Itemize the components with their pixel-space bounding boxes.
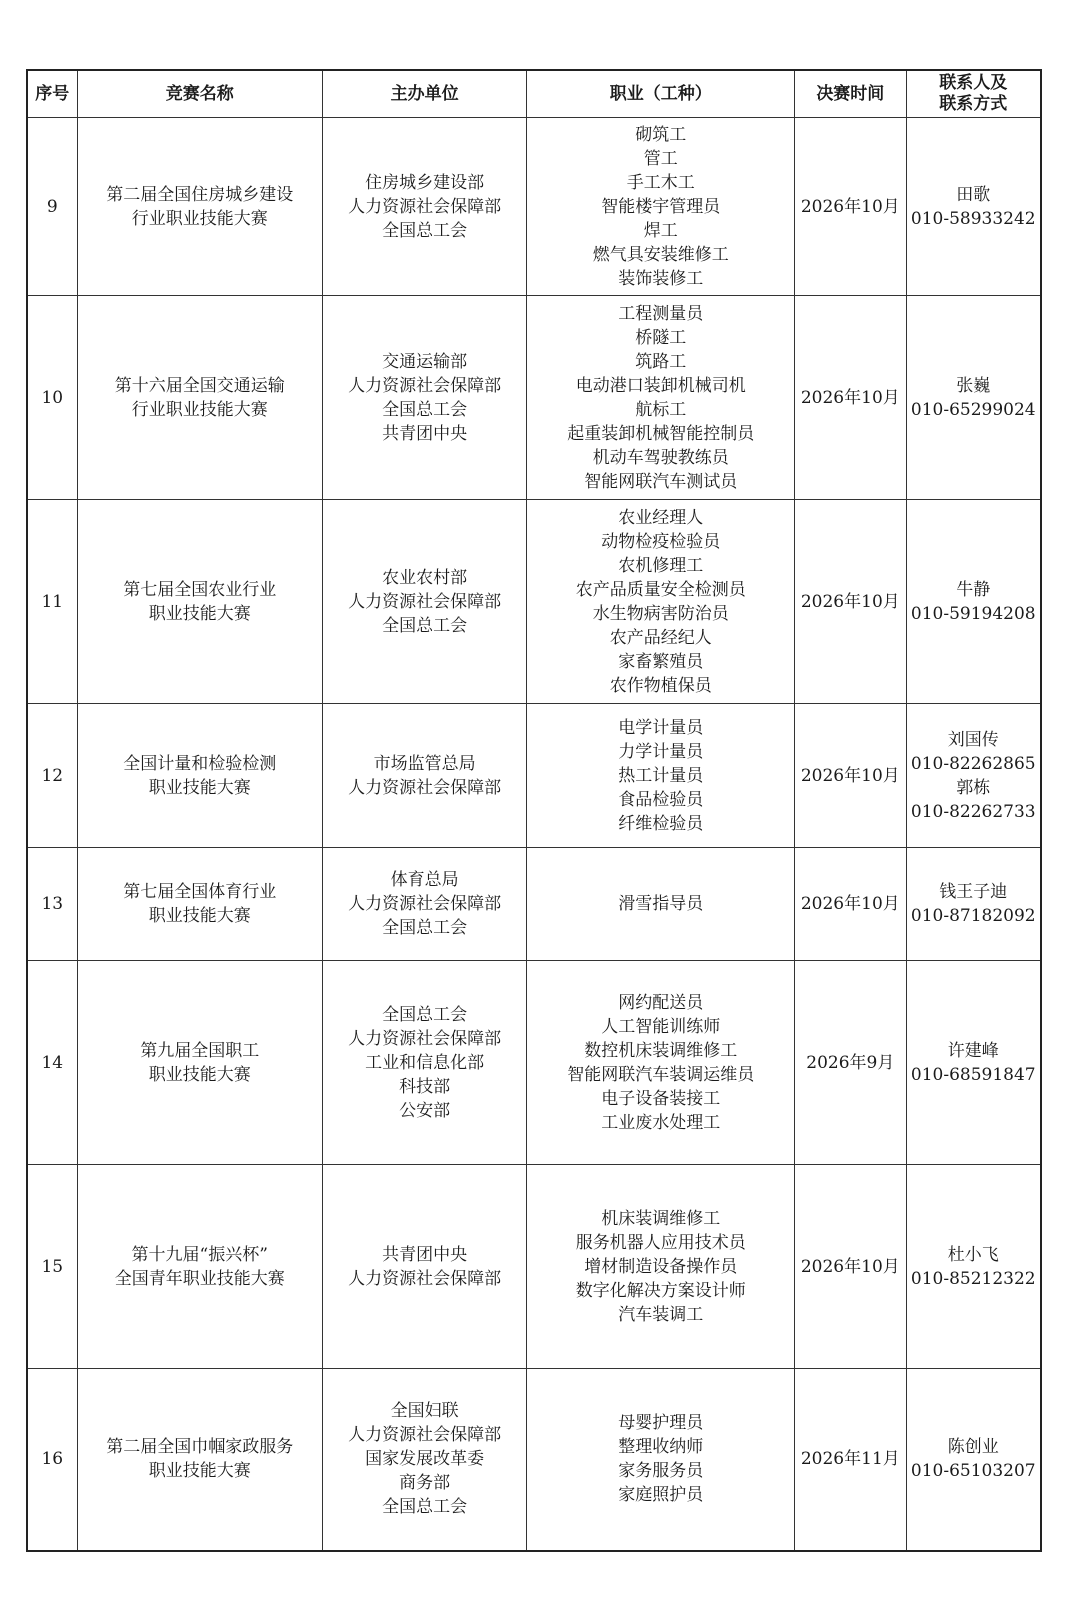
cell-occupations-line: 燃气具安装维修工 — [592, 244, 729, 265]
header-contact-line: 联系人及 — [939, 73, 1008, 93]
cell-name-line: 职业技能大赛 — [148, 906, 251, 926]
header-name: 竞赛名称 — [77, 70, 322, 118]
cell-final-time: 2026年10月 — [795, 500, 906, 704]
cell-organizers-line: 商务部 — [399, 1473, 451, 1494]
cell-occupations-line: 力学计量员 — [618, 741, 704, 762]
cell-organizers-line: 共青团中央 — [382, 1244, 468, 1265]
cell-index: 9 — [27, 118, 77, 296]
cell-contact-line: 010-68591847 — [910, 1064, 1036, 1085]
cell-organizers-line: 农业农村部 — [382, 567, 468, 588]
cell-contact — [906, 1165, 1041, 1369]
cell-contact-line: 010-65103207 — [910, 1461, 1036, 1482]
cell-occupations-line: 电子设备装接工 — [601, 1088, 721, 1109]
cell-occupations-line: 砌筑工 — [635, 124, 687, 145]
cell-name-line: 职业技能大赛 — [148, 1064, 251, 1085]
cell-contact-line: 010-59194208 — [910, 603, 1036, 624]
cell-name — [77, 1369, 322, 1551]
cell-organizers-line: 共青团中央 — [382, 423, 468, 444]
cell-name — [77, 500, 322, 704]
cell-organizers — [322, 296, 526, 500]
cell-contact-line: 010-65299024 — [910, 399, 1036, 420]
cell-occupations — [527, 704, 795, 848]
cell-occupations — [527, 118, 795, 296]
cell-occupations-line: 手工木工 — [626, 172, 695, 193]
cell-final-time: 2026年10月 — [795, 296, 906, 500]
cell-occupations — [527, 1165, 795, 1369]
cell-organizers-line: 人力资源社会保障部 — [348, 196, 502, 217]
cell-occupations-line: 家庭照护员 — [618, 1485, 704, 1506]
cell-index: 10 — [27, 296, 77, 500]
cell-index: 16 — [27, 1369, 77, 1551]
cell-organizers-line: 人力资源社会保障部 — [348, 591, 502, 612]
cell-contact — [906, 961, 1041, 1165]
cell-contact-line: 杜小飞 — [947, 1244, 999, 1265]
cell-occupations-line: 服务机器人应用技术员 — [575, 1232, 746, 1253]
cell-organizers-line: 交通运输部 — [382, 351, 468, 372]
cell-organizers-line: 全国总工会 — [382, 918, 468, 938]
cell-contact — [906, 1369, 1041, 1551]
cell-occupations-line: 智能网联汽车测试员 — [584, 471, 738, 492]
cell-contact-line: 牛静 — [956, 579, 991, 600]
cell-organizers-line: 公安部 — [399, 1100, 451, 1121]
cell-occupations-line: 机床装调维修工 — [601, 1208, 721, 1229]
cell-organizers — [322, 500, 526, 704]
document-page — [26, 69, 1042, 1552]
cell-occupations-line: 网约配送员 — [618, 992, 704, 1013]
table-row — [27, 704, 1041, 848]
cell-contact-line: 010-82262865 — [910, 753, 1036, 774]
cell-organizers-line: 市场监管总局 — [373, 753, 476, 774]
cell-occupations-line: 筑路工 — [635, 351, 687, 372]
cell-occupations-line: 家畜繁殖员 — [618, 651, 704, 672]
cell-name — [77, 848, 322, 961]
cell-organizers-line: 全国总工会 — [382, 399, 468, 420]
cell-name — [77, 296, 322, 500]
header-organizers: 主办单位 — [322, 70, 526, 118]
cell-contact-line: 陈创业 — [947, 1437, 999, 1458]
cell-contact — [906, 296, 1041, 500]
cell-name-line: 职业技能大赛 — [148, 603, 251, 624]
cell-index: 14 — [27, 961, 77, 1165]
cell-organizers-line: 人力资源社会保障部 — [348, 1268, 502, 1289]
cell-occupations — [527, 961, 795, 1165]
cell-organizers-line: 国家发展改革委 — [365, 1449, 485, 1470]
cell-contact-line: 010-82262733 — [910, 801, 1036, 822]
cell-occupations-line: 汽车装调工 — [618, 1304, 704, 1325]
cell-contact — [906, 704, 1041, 848]
cell-organizers — [322, 704, 526, 848]
table-row — [27, 1165, 1041, 1369]
cell-occupations-line: 水生物病害防治员 — [592, 603, 729, 624]
cell-organizers — [322, 961, 526, 1165]
cell-occupations-line: 智能楼宇管理员 — [601, 196, 721, 217]
cell-occupations-line: 机动车驾驶教练员 — [592, 447, 729, 468]
cell-occupations-line: 增材制造设备操作员 — [584, 1256, 738, 1277]
cell-occupations — [527, 1369, 795, 1551]
cell-organizers-line: 全国总工会 — [382, 220, 468, 241]
cell-name-line: 第二届全国住房城乡建设 — [106, 184, 294, 205]
header-final-time: 决赛时间 — [795, 70, 906, 118]
cell-occupations-line: 电动港口装卸机械司机 — [575, 375, 746, 396]
header-contact-line: 联系方式 — [939, 94, 1008, 114]
cell-organizers-line: 人力资源社会保障部 — [348, 1028, 502, 1049]
table-body — [27, 118, 1041, 1551]
cell-organizers — [322, 848, 526, 961]
table-row — [27, 500, 1041, 704]
cell-occupations-line: 人工智能训练师 — [601, 1016, 721, 1037]
cell-name-line: 第九届全国职工 — [140, 1040, 260, 1061]
cell-occupations — [527, 500, 795, 704]
cell-contact-line: 010-87182092 — [910, 906, 1036, 926]
cell-name-line: 第二届全国巾帼家政服务 — [106, 1437, 294, 1458]
cell-name-line: 行业职业技能大赛 — [131, 208, 268, 229]
cell-occupations-line: 农产品质量安全检测员 — [575, 579, 746, 600]
cell-occupations-line: 家务服务员 — [618, 1461, 704, 1482]
cell-contact — [906, 118, 1041, 296]
header-index: 序号 — [27, 70, 77, 118]
cell-occupations-line: 桥隧工 — [635, 327, 687, 348]
cell-occupations-line: 航标工 — [635, 399, 687, 420]
cell-contact-line: 刘国传 — [947, 729, 999, 750]
cell-organizers-line: 全国总工会 — [382, 1004, 468, 1025]
cell-organizers-line: 人力资源社会保障部 — [348, 375, 502, 396]
cell-occupations-line: 焊工 — [643, 220, 678, 241]
cell-name-line: 第七届全国体育行业 — [123, 882, 277, 902]
cell-name-line: 行业职业技能大赛 — [131, 399, 268, 420]
cell-name-line: 全国青年职业技能大赛 — [114, 1268, 285, 1289]
cell-organizers — [322, 118, 526, 296]
cell-organizers-line: 住房城乡建设部 — [365, 172, 485, 193]
header-contact — [906, 70, 1041, 118]
cell-final-time: 2026年9月 — [795, 961, 906, 1165]
header-occupations: 职业（工种） — [527, 70, 795, 118]
cell-organizers-line: 人力资源社会保障部 — [348, 777, 502, 798]
cell-occupations-line: 母婴护理员 — [618, 1413, 704, 1434]
cell-organizers-line: 工业和信息化部 — [365, 1052, 485, 1073]
cell-occupations-line: 电学计量员 — [618, 717, 704, 738]
cell-name-line: 全国计量和检验检测 — [123, 753, 277, 774]
cell-occupations-line: 工业废水处理工 — [601, 1112, 721, 1133]
cell-occupations-line: 农产品经纪人 — [609, 627, 712, 648]
cell-occupations — [527, 848, 795, 961]
cell-final-time: 2026年10月 — [795, 118, 906, 296]
cell-occupations-line: 农作物植保员 — [609, 675, 712, 696]
table-row — [27, 296, 1041, 500]
cell-name-line: 职业技能大赛 — [148, 1461, 251, 1482]
cell-contact-line: 钱王子迪 — [939, 882, 1008, 902]
cell-occupations-line: 工程测量员 — [618, 303, 704, 324]
cell-occupations-line: 数字化解决方案设计师 — [575, 1280, 746, 1301]
cell-index: 12 — [27, 704, 77, 848]
cell-occupations — [527, 296, 795, 500]
cell-organizers-line: 体育总局 — [390, 870, 459, 890]
cell-occupations-line: 数控机床装调维修工 — [584, 1040, 738, 1061]
cell-occupations-line: 农业经理人 — [618, 507, 704, 528]
cell-organizers-line: 全国总工会 — [382, 615, 468, 636]
competition-table — [26, 69, 1042, 1552]
cell-index: 13 — [27, 848, 77, 961]
cell-occupations-line: 食品检验员 — [618, 789, 704, 810]
cell-contact-line: 张巍 — [956, 375, 991, 396]
table-header-row — [27, 70, 1041, 118]
cell-organizers — [322, 1369, 526, 1551]
cell-name-line: 第十九届“振兴杯” — [131, 1244, 268, 1265]
cell-organizers-line: 人力资源社会保障部 — [348, 1425, 502, 1446]
cell-occupations-line: 滑雪指导员 — [618, 894, 704, 914]
cell-occupations-line: 纤维检验员 — [618, 813, 704, 834]
table-row — [27, 1369, 1041, 1551]
cell-organizers-line: 人力资源社会保障部 — [348, 894, 502, 914]
table-row — [27, 118, 1041, 296]
cell-contact — [906, 848, 1041, 961]
cell-contact-line: 010-58933242 — [910, 208, 1036, 229]
cell-name-line: 第七届全国农业行业 — [123, 579, 277, 600]
cell-name-line: 职业技能大赛 — [148, 777, 251, 798]
cell-occupations-line: 管工 — [643, 148, 678, 169]
cell-contact-line: 许建峰 — [947, 1040, 999, 1061]
cell-occupations-line: 农机修理工 — [618, 555, 704, 576]
cell-name-line: 第十六届全国交通运输 — [114, 375, 285, 396]
cell-contact-line: 郭栋 — [956, 777, 991, 798]
cell-occupations-line: 热工计量员 — [618, 765, 704, 786]
cell-organizers-line: 全国妇联 — [390, 1401, 459, 1422]
cell-occupations-line: 智能网联汽车装调运维员 — [567, 1064, 755, 1085]
cell-final-time: 2026年11月 — [795, 1369, 906, 1551]
cell-contact — [906, 500, 1041, 704]
cell-contact-line: 010-85212322 — [910, 1268, 1036, 1289]
cell-occupations-line: 动物检疫检验员 — [601, 531, 721, 552]
cell-name — [77, 704, 322, 848]
cell-index: 11 — [27, 500, 77, 704]
cell-occupations-line: 起重装卸机械智能控制员 — [567, 423, 755, 444]
cell-name — [77, 961, 322, 1165]
cell-final-time: 2026年10月 — [795, 848, 906, 961]
cell-organizers-line: 科技部 — [399, 1076, 451, 1097]
cell-occupations-line: 装饰装修工 — [618, 268, 704, 289]
cell-occupations-line: 整理收纳师 — [618, 1437, 704, 1458]
cell-organizers — [322, 1165, 526, 1369]
cell-name — [77, 118, 322, 296]
cell-final-time: 2026年10月 — [795, 704, 906, 848]
cell-index: 15 — [27, 1165, 77, 1369]
table-row — [27, 848, 1041, 961]
table-row — [27, 961, 1041, 1165]
cell-name — [77, 1165, 322, 1369]
cell-contact-line: 田歌 — [956, 184, 991, 205]
cell-organizers-line: 全国总工会 — [382, 1497, 468, 1518]
cell-final-time: 2026年10月 — [795, 1165, 906, 1369]
